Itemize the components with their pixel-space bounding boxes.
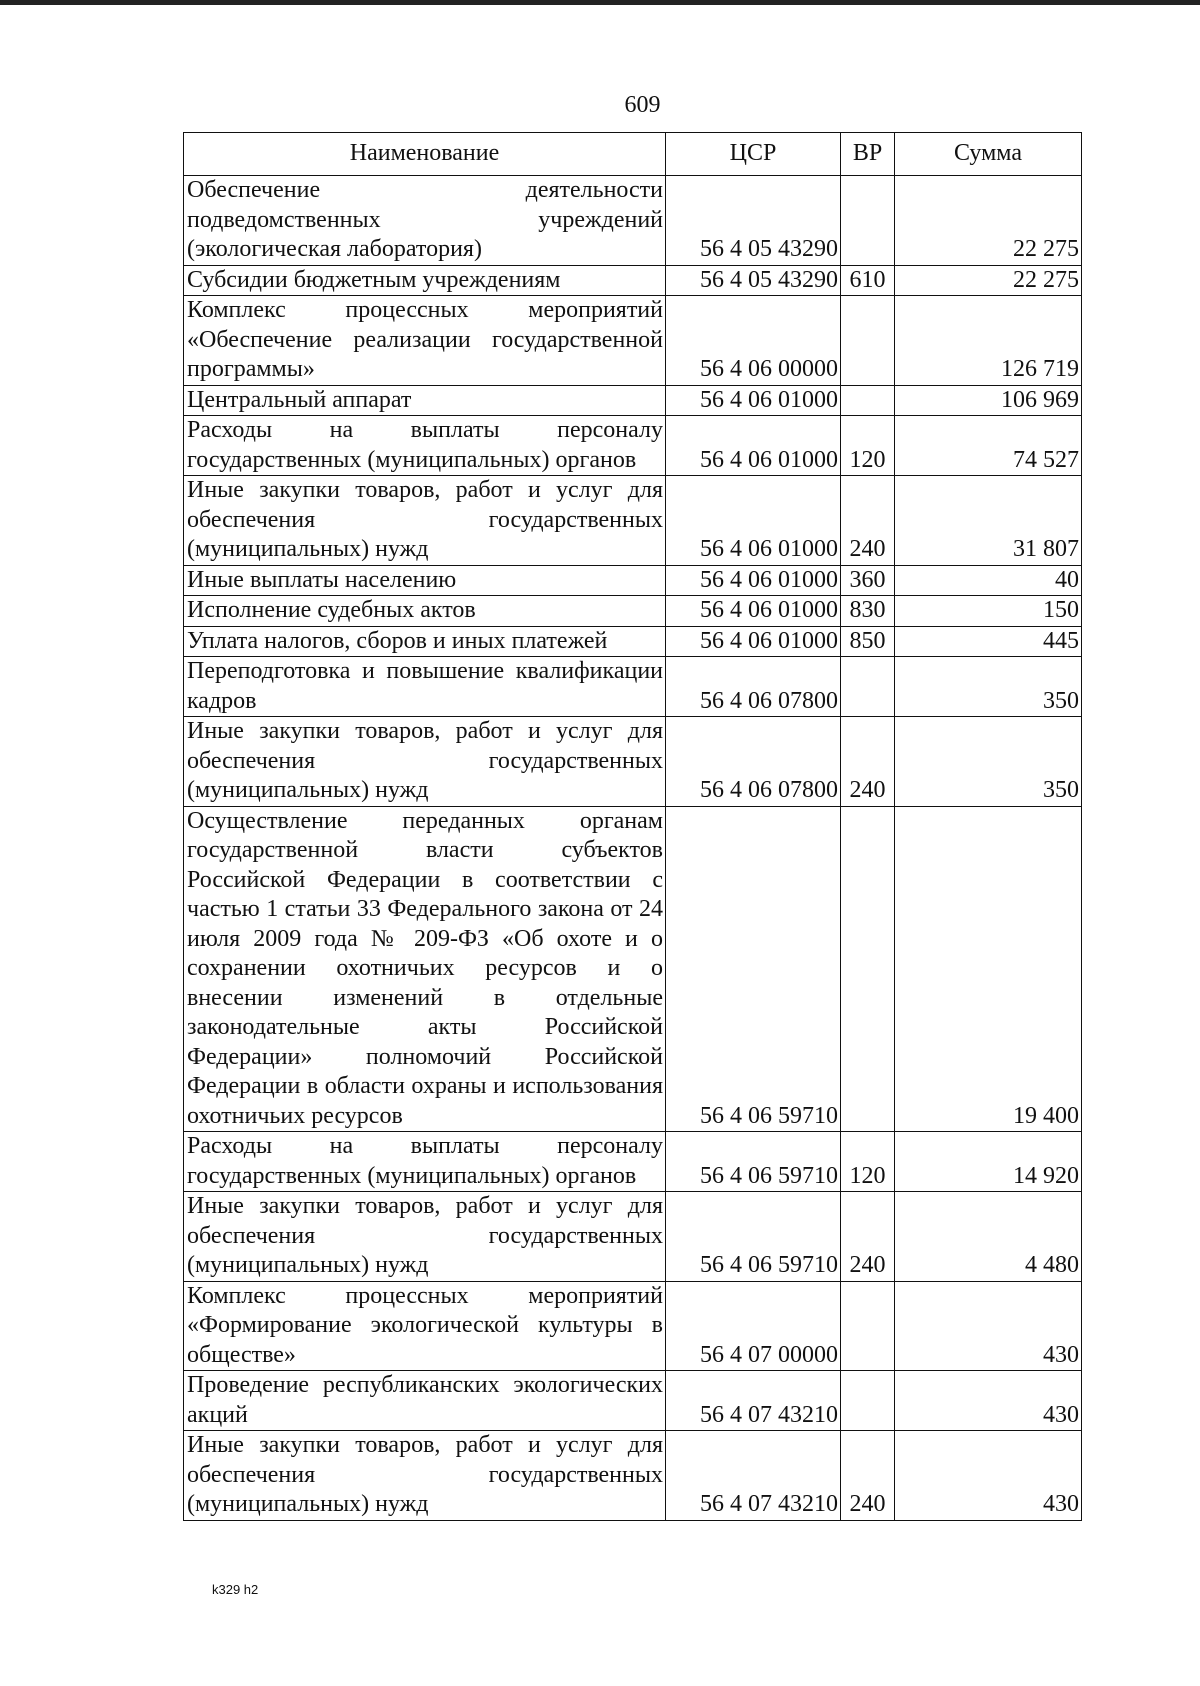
row-csr: 56 4 06 59710: [666, 1192, 841, 1282]
row-name: Проведение республиканских экологических акций: [184, 1371, 666, 1431]
row-vr: [841, 1281, 895, 1371]
row-name: Уплата налогов, сборов и иных платежей: [184, 626, 666, 657]
row-name: Иные закупки товаров, работ и услуг для обеспечения государственных (муниципальных) нужд: [184, 717, 666, 807]
row-csr: 56 4 05 43290: [666, 176, 841, 266]
row-csr: 56 4 06 07800: [666, 717, 841, 807]
row-sum: 4 480: [895, 1192, 1082, 1282]
row-vr: [841, 657, 895, 717]
row-sum: 19 400: [895, 806, 1082, 1132]
table-row: [184, 1431, 1082, 1521]
row-sum: 430: [895, 1281, 1082, 1371]
row-vr: 610: [841, 265, 895, 296]
scan-edge: [0, 0, 1200, 5]
row-csr: 56 4 07 43210: [666, 1431, 841, 1521]
table-row: [184, 296, 1082, 386]
row-vr: [841, 296, 895, 386]
row-vr: 120: [841, 1132, 895, 1192]
row-name: Обеспечение деятельности подведомственных учреждений (экологическая лаборатория): [184, 176, 666, 266]
column-header-csr: ЦСР: [666, 133, 841, 176]
row-name: Исполнение судебных актов: [184, 596, 666, 627]
row-vr: [841, 385, 895, 416]
row-sum: 40: [895, 565, 1082, 596]
row-name: Осуществление переданных органам государственной власти субъектов Российской Федерации в соответствии с частью 1 статьи 33 Федерального закона от 24 июля 2009 года № 209-ФЗ «Об охоте и о сохранении охотничьих ресурсов и о внесении изменений в отдельные законодательные акты Российской Федерации» полномочий Российской Федерации в области охраны и использования охотничьих ресурсов: [184, 806, 666, 1132]
row-name: Иные выплаты населению: [184, 565, 666, 596]
row-name: Расходы на выплаты персоналу государственных (муниципальных) органов: [184, 1132, 666, 1192]
row-vr: 240: [841, 1192, 895, 1282]
row-csr: 56 4 07 00000: [666, 1281, 841, 1371]
row-sum: 126 719: [895, 296, 1082, 386]
row-csr: 56 4 07 43210: [666, 1371, 841, 1431]
row-vr: 360: [841, 565, 895, 596]
column-header-sum: Сумма: [895, 133, 1082, 176]
row-name: Иные закупки товаров, работ и услуг для обеспечения государственных (муниципальных) нужд: [184, 476, 666, 566]
row-vr: 120: [841, 416, 895, 476]
row-csr: 56 4 06 01000: [666, 626, 841, 657]
table-row: [184, 1371, 1082, 1431]
row-sum: 22 275: [895, 176, 1082, 266]
row-vr: 240: [841, 717, 895, 807]
row-sum: 150: [895, 596, 1082, 627]
table-row: [184, 385, 1082, 416]
row-sum: 22 275: [895, 265, 1082, 296]
row-csr: 56 4 06 01000: [666, 596, 841, 627]
table-row: [184, 176, 1082, 266]
column-header-vr: ВР: [841, 133, 895, 176]
row-sum: 350: [895, 657, 1082, 717]
row-sum: 14 920: [895, 1132, 1082, 1192]
row-name: Переподготовка и повышение квалификации кадров: [184, 657, 666, 717]
row-vr: 240: [841, 1431, 895, 1521]
table-row: [184, 806, 1082, 1132]
page-number: 609: [624, 92, 661, 118]
row-csr: 56 4 06 01000: [666, 565, 841, 596]
budget-table: [183, 132, 1082, 1521]
row-name: Центральный аппарат: [184, 385, 666, 416]
table-header-row: [184, 133, 1082, 176]
row-name: Расходы на выплаты персоналу государственных (муниципальных) органов: [184, 416, 666, 476]
row-name: Иные закупки товаров, работ и услуг для обеспечения государственных (муниципальных) нужд: [184, 1431, 666, 1521]
table-row: [184, 717, 1082, 807]
table-row: [184, 1132, 1082, 1192]
row-sum: 430: [895, 1371, 1082, 1431]
row-sum: 106 969: [895, 385, 1082, 416]
row-sum: 430: [895, 1431, 1082, 1521]
row-csr: 56 4 06 01000: [666, 385, 841, 416]
table-row: [184, 416, 1082, 476]
row-vr: [841, 1371, 895, 1431]
row-sum: 31 807: [895, 476, 1082, 566]
table-row: [184, 265, 1082, 296]
row-csr: 56 4 05 43290: [666, 265, 841, 296]
table-row: [184, 565, 1082, 596]
table-row: [184, 1192, 1082, 1282]
row-vr: 850: [841, 626, 895, 657]
table-row: [184, 657, 1082, 717]
row-vr: [841, 806, 895, 1132]
row-csr: 56 4 06 07800: [666, 657, 841, 717]
row-name: Комплекс процессных мероприятий «Формирование экологической культуры в обществе»: [184, 1281, 666, 1371]
row-csr: 56 4 06 59710: [666, 1132, 841, 1192]
row-csr: 56 4 06 01000: [666, 416, 841, 476]
row-name: Субсидии бюджетным учреждениям: [184, 265, 666, 296]
row-vr: [841, 176, 895, 266]
row-sum: 350: [895, 717, 1082, 807]
row-vr: 240: [841, 476, 895, 566]
row-name: Комплекс процессных мероприятий «Обеспечение реализации государственной программы»: [184, 296, 666, 386]
row-sum: 445: [895, 626, 1082, 657]
row-name: Иные закупки товаров, работ и услуг для обеспечения государственных (муниципальных) нужд: [184, 1192, 666, 1282]
row-csr: 56 4 06 01000: [666, 476, 841, 566]
column-header-name: Наименование: [184, 133, 666, 176]
row-vr: 830: [841, 596, 895, 627]
row-csr: 56 4 06 59710: [666, 806, 841, 1132]
table-row: [184, 1281, 1082, 1371]
table-row: [184, 476, 1082, 566]
footer-code: k329 h2: [212, 1582, 259, 1597]
row-csr: 56 4 06 00000: [666, 296, 841, 386]
row-sum: 74 527: [895, 416, 1082, 476]
table-row: [184, 596, 1082, 627]
table-row: [184, 626, 1082, 657]
